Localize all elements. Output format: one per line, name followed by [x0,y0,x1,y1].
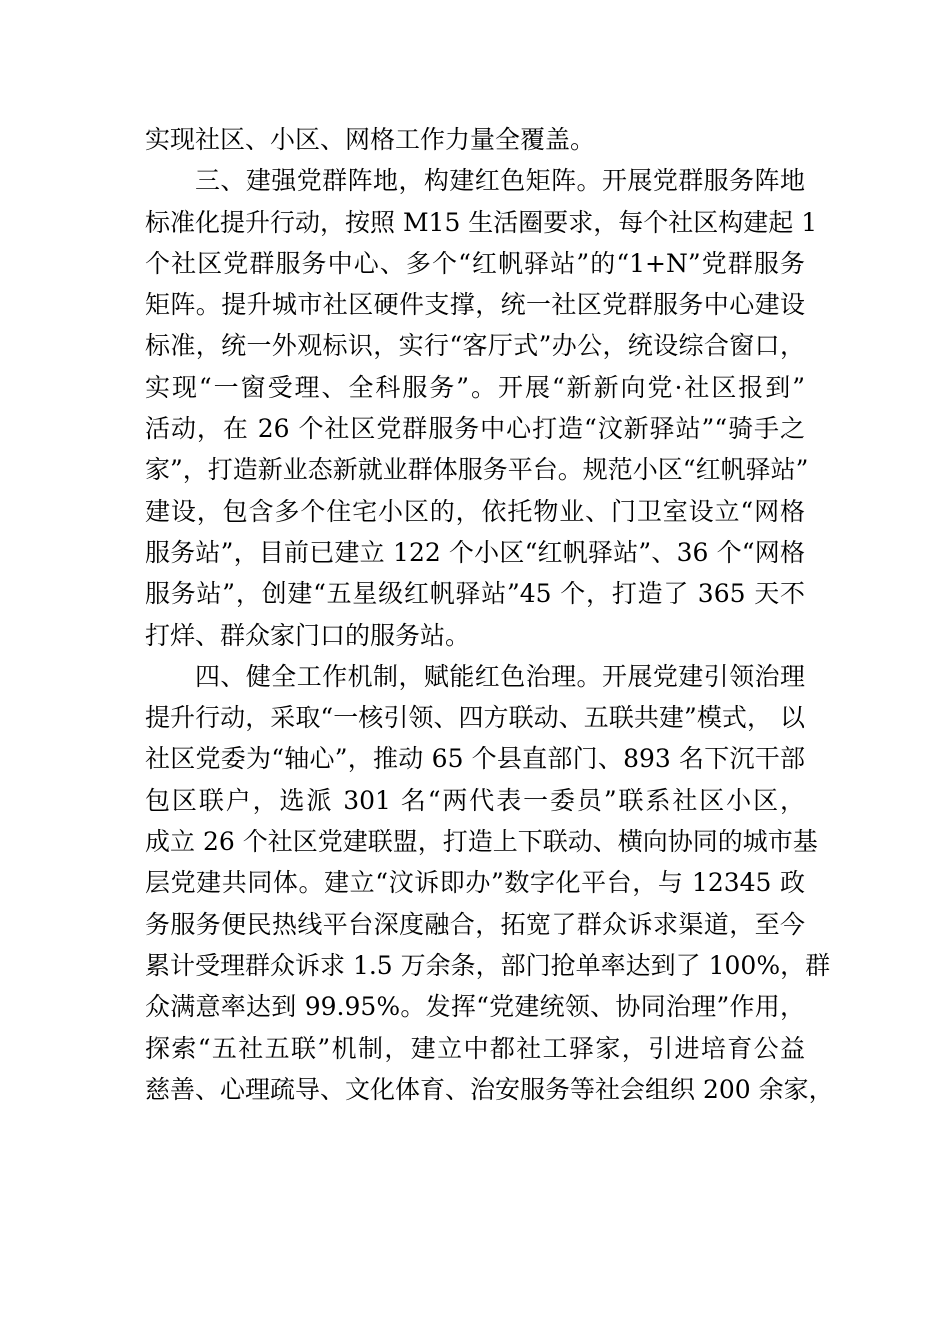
text-line: 服务站”，创建“五星级红帆驿站”45 个，打造了 365 天不 [145,579,805,609]
text-line: 包区联户，选派 301 名“两代表一委员”联系社区小区， [145,785,805,815]
text-line: 矩阵。提升城市社区硬件支撑，统一社区党群服务中心建设 [145,290,805,320]
text-line: 实现“一窗受理、全科服务”。开展“新新向党·社区报到” [145,372,805,402]
text-line: 累计受理群众诉求 1.5 万余条，部门抢单率达到了 100%，群 [145,950,831,980]
text-line: 提升行动，采取“一核引领、四方联动、五联共建”模式， 以 [145,703,805,733]
text-line: 服务站”，目前已建立 122 个小区“红帆驿站”、36 个“网格 [145,537,805,567]
text-line: 成立 26 个社区党建联盟，打造上下联动、横向协同的城市基 [145,827,818,857]
text-line: 探索“五社五联”机制，建立中都社工驿家，引进培育公益 [145,1033,805,1063]
text-line: 家”，打造新业态新就业群体服务平台。规范小区“红帆驿站” [145,455,809,485]
text-line: 四、健全工作机制，赋能红色治理。开展党建引领治理 [195,661,805,691]
text-line: 建设，包含多个住宅小区的，依托物业、门卫室设立“网格 [145,496,805,526]
text-line: 个社区党群服务中心、多个“红帆驿站”的“1+N”党群服务 [145,248,805,278]
text-line: 社区党委为“轴心”，推动 65 个县直部门、893 名下沉干部 [145,744,805,774]
text-line: 众满意率达到 99.95%。发挥“党建统领、协同治理”作用， [145,992,805,1022]
text-line: 标准，统一外观标识，实行“客厅式”办公，统设综合窗口， [145,331,805,361]
text-line: 慈善、心理疏导、文化体育、治安服务等社会组织 200 余家， [145,1074,834,1104]
paragraph [145,160,818,656]
paragraph [145,656,834,1110]
text-line: 活动，在 26 个社区党群服务中心打造“汶新驿站”“骑手之 [145,414,805,444]
text-line: 实现社区、小区、网格工作力量全覆盖。 [145,125,596,154]
text-line: 层党建共同体。建立“汶诉即办”数字化平台，与 12345 政 [145,868,805,898]
text-line: 三、建强党群阵地，构建红色矩阵。开展党群服务阵地 [195,166,805,196]
paragraph [145,119,805,160]
text-line: 打烊、群众家门口的服务站。 [145,620,471,650]
text-line: 标准化提升行动，按照 M15 生活圈要求，每个社区构建起 1 [145,207,818,237]
document-body [145,119,834,1110]
text-line: 务服务便民热线平台深度融合，拓宽了群众诉求渠道，至今 [145,909,805,939]
